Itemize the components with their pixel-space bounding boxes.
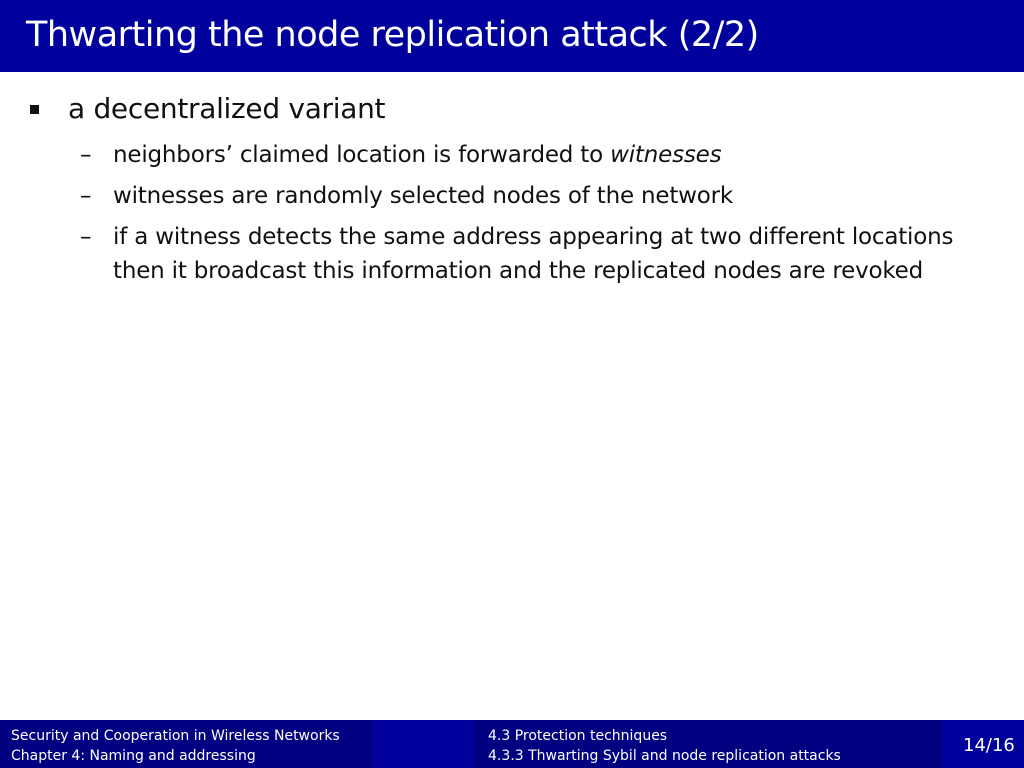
slide-title: Thwarting the node replication attack (2/2) xyxy=(26,15,759,55)
footer-course: Security and Cooperation in Wireless Networks xyxy=(11,728,340,744)
title-bar xyxy=(0,0,1024,72)
subbullet-text-prefix: neighbors’ claimed location is forwarded to xyxy=(113,142,611,168)
subbullet-text: witnesses are randomly selected nodes of the network xyxy=(113,183,734,209)
footer-chapter: Chapter 4: Naming and addressing xyxy=(11,748,256,764)
dash-marker: – xyxy=(80,142,92,168)
subbullet-text xyxy=(113,138,983,172)
footer-subsection: 4.3.3 Thwarting Sybil and node replication attacks xyxy=(488,748,841,764)
subbullet-text-emphasis: witnesses xyxy=(610,142,722,168)
subbullet-text: if a witness detects the same address appearing at two different locations then it broadcast this information and the replicated nodes are revoked xyxy=(113,224,954,284)
page-number: 14/16 xyxy=(963,735,1015,756)
dash-marker: – xyxy=(80,183,92,209)
bullet-text: a decentralized variant xyxy=(68,92,386,125)
square-bullet-icon xyxy=(30,105,39,114)
dash-marker: – xyxy=(80,224,92,250)
footer-section: 4.3 Protection techniques xyxy=(488,728,668,744)
